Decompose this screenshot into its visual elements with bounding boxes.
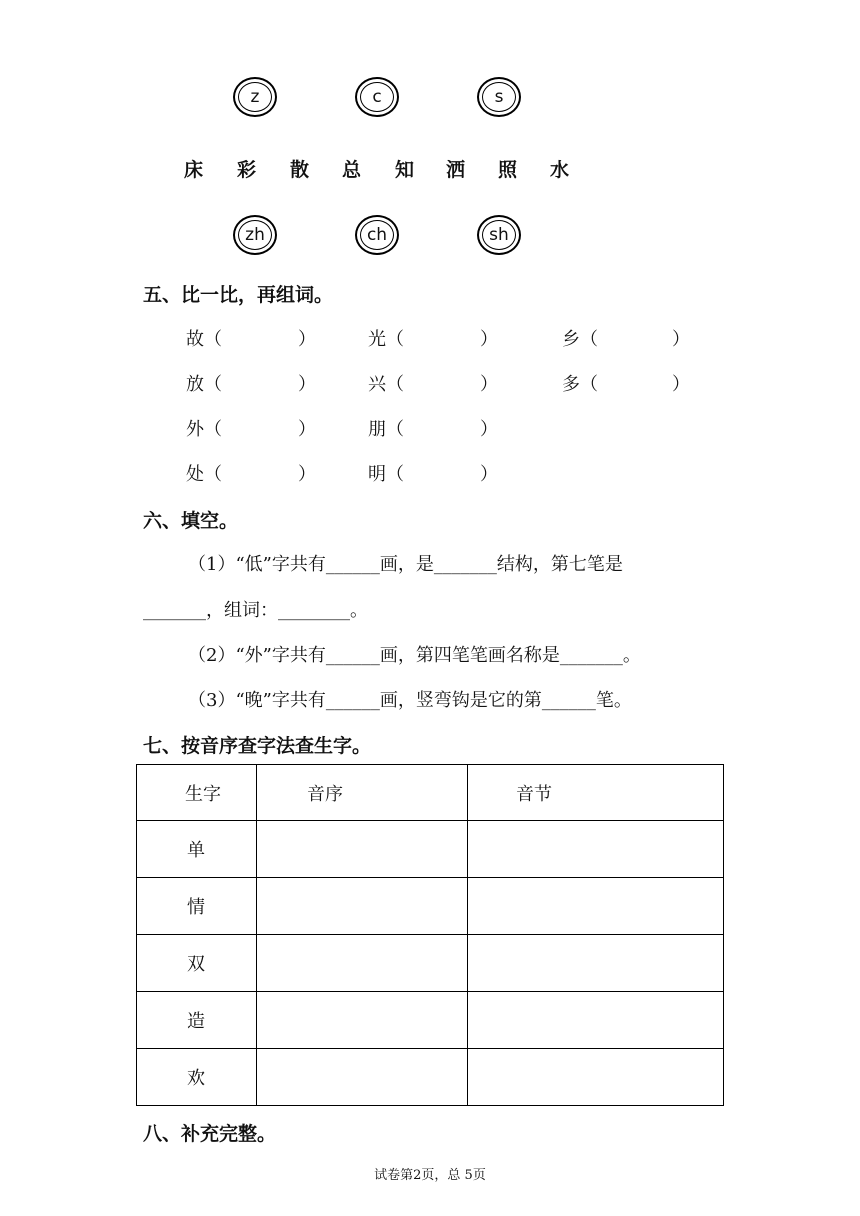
compare-word: 光（ bbox=[368, 329, 404, 350]
compare-paren: ） bbox=[298, 329, 316, 350]
initial-answer-cell[interactable] bbox=[257, 821, 468, 878]
compare-paren: ） bbox=[298, 419, 316, 440]
compare-word: 放（ bbox=[186, 374, 222, 395]
character: 知 bbox=[395, 159, 415, 181]
row-character: 单 bbox=[137, 821, 257, 878]
table-header-row bbox=[137, 765, 724, 821]
page-footer: 试卷第2页，总 5页 bbox=[374, 1168, 486, 1183]
compare-word: 朋（ bbox=[368, 419, 404, 440]
syllable-answer-cell[interactable] bbox=[468, 878, 724, 935]
initial-label: c bbox=[360, 82, 394, 112]
initial-circle-c bbox=[355, 77, 399, 117]
compare-word: 明（ bbox=[368, 464, 404, 485]
character: 总 bbox=[342, 159, 362, 181]
compare-word: 故（ bbox=[186, 329, 222, 350]
initial-circle-ch bbox=[355, 215, 399, 255]
row-character: 情 bbox=[137, 878, 257, 935]
character: 床 bbox=[184, 159, 204, 181]
initial-circle-sh bbox=[477, 215, 521, 255]
character: 照 bbox=[498, 159, 518, 181]
compare-word: 多（ bbox=[562, 374, 598, 395]
character: 散 bbox=[290, 159, 310, 181]
initial-label: zh bbox=[238, 220, 272, 250]
row-character: 双 bbox=[137, 935, 257, 992]
header-syllable: 音节 bbox=[468, 765, 724, 821]
initial-label: ch bbox=[360, 220, 394, 250]
fill-line-2: （2）“外”字共有______画，第四笔笔画名称是_______。 bbox=[188, 645, 641, 666]
header-character: 生字 bbox=[137, 765, 257, 821]
initial-answer-cell[interactable] bbox=[257, 935, 468, 992]
initial-circle-s bbox=[477, 77, 521, 117]
syllable-answer-cell[interactable] bbox=[468, 821, 724, 878]
section5-title: 五、比一比，再组词。 bbox=[143, 284, 334, 306]
section7-title: 七、按音序查字法查生字。 bbox=[143, 735, 372, 757]
table-row bbox=[137, 878, 724, 935]
character: 水 bbox=[550, 159, 570, 181]
fill-line-1-cont: _______，组词：________。 bbox=[143, 600, 368, 621]
initial-label: z bbox=[238, 82, 272, 112]
table-row bbox=[137, 1049, 724, 1106]
compare-word: 兴（ bbox=[368, 374, 404, 395]
compare-paren: ） bbox=[480, 419, 498, 440]
initial-circle-zh bbox=[233, 215, 277, 255]
character: 洒 bbox=[446, 159, 466, 181]
compare-paren: ） bbox=[480, 464, 498, 485]
character: 彩 bbox=[237, 159, 257, 181]
compare-paren: ） bbox=[480, 374, 498, 395]
compare-paren: ） bbox=[480, 329, 498, 350]
section8-title: 八、补充完整。 bbox=[143, 1123, 277, 1145]
compare-paren: ） bbox=[672, 374, 690, 395]
header-initial: 音序 bbox=[257, 765, 468, 821]
compare-paren: ） bbox=[298, 464, 316, 485]
initial-answer-cell[interactable] bbox=[257, 1049, 468, 1106]
table-row bbox=[137, 992, 724, 1049]
lookup-table bbox=[136, 764, 724, 1106]
initial-label: s bbox=[482, 82, 516, 112]
table-row bbox=[137, 821, 724, 878]
compare-word: 外（ bbox=[186, 419, 222, 440]
fill-line-1: （1）“低”字共有______画，是_______结构，第七笔是 bbox=[188, 554, 623, 575]
row-character: 欢 bbox=[137, 1049, 257, 1106]
compare-paren: ） bbox=[298, 374, 316, 395]
initial-circle-z bbox=[233, 77, 277, 117]
fill-line-3: （3）“晚”字共有______画，竖弯钩是它的第______笔。 bbox=[188, 690, 632, 711]
compare-word: 处（ bbox=[186, 464, 222, 485]
table-row bbox=[137, 935, 724, 992]
row-character: 造 bbox=[137, 992, 257, 1049]
section6-title: 六、填空。 bbox=[143, 510, 239, 532]
compare-paren: ） bbox=[672, 329, 690, 350]
compare-word: 乡（ bbox=[562, 329, 598, 350]
syllable-answer-cell[interactable] bbox=[468, 1049, 724, 1106]
initial-answer-cell[interactable] bbox=[257, 878, 468, 935]
initial-label: sh bbox=[482, 220, 516, 250]
syllable-answer-cell[interactable] bbox=[468, 992, 724, 1049]
initial-answer-cell[interactable] bbox=[257, 992, 468, 1049]
syllable-answer-cell[interactable] bbox=[468, 935, 724, 992]
